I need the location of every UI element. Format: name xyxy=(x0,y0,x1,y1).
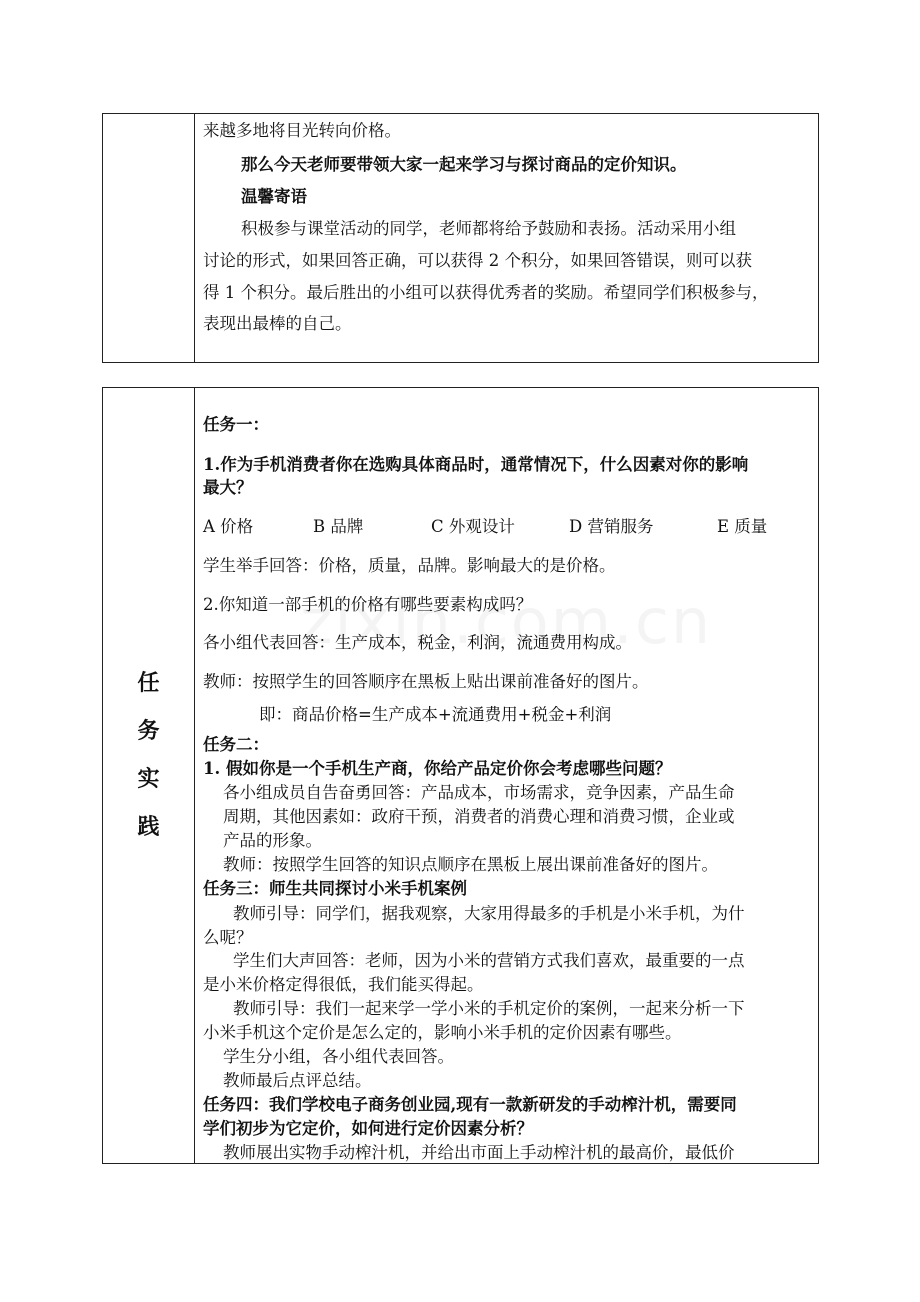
option-c: C 外观设计 xyxy=(431,517,515,536)
label-char-3: 实 xyxy=(137,766,160,792)
task2-q1: 1. 假如你是一个手机生产商，你给产品定价你会考虑哪些问题？ xyxy=(203,759,672,778)
task1-q1-line2: 最大？ xyxy=(203,478,253,497)
label-char-1: 任 xyxy=(137,670,160,696)
intro-line-5: 讨论的形式，如果回答正确，可以获得 2 个积分，如果回答错误，则可以获 xyxy=(203,251,752,270)
task1-q1-line1: 1.作为手机消费者你在选购具体商品时，通常情况下，什么因素对你的影响 xyxy=(203,455,749,474)
task3-line7: 学生分小组，各小组代表回答。 xyxy=(223,1047,454,1066)
label-char-2: 务 xyxy=(137,718,160,744)
task3-line4: 是小米价格定得很低，我们能买得起。 xyxy=(203,975,484,994)
option-b: B 品牌 xyxy=(313,517,364,536)
task3-line6: 小米手机这个定价是怎么定的，影响小米手机的定价因素有哪些。 xyxy=(203,1023,682,1042)
task-practice-table xyxy=(102,387,819,1164)
intro-line-1: 来越多地将目光转向价格。 xyxy=(203,121,401,140)
intro-line-4: 积极参与课堂活动的同学，老师都将给予鼓励和表扬。活动采用小组 xyxy=(241,219,736,238)
task1-q2: 2.你知道一部手机的价格有哪些要素构成吗？ xyxy=(203,595,533,614)
intro-content-cell xyxy=(195,114,818,362)
option-e: E 质量 xyxy=(717,517,768,536)
task1-formula: 即：商品价格=生产成本+流通费用+税金+利润 xyxy=(259,705,612,724)
task3-line3: 学生们大声回答：老师，因为小米的营销方式我们喜欢，最重要的一点 xyxy=(233,951,745,970)
task3-line5: 教师引导：我们一起来学一学小米的手机定价的案例，一起来分析一下 xyxy=(233,999,745,1018)
intro-label-cell xyxy=(103,114,195,362)
intro-line-2: 那么今天老师要带领大家一起来学习与探讨商品的定价知识。 xyxy=(241,155,687,174)
task2-title: 任务二： xyxy=(203,735,269,754)
task3-line1: 教师引导：同学们，据我观察，大家用得最多的手机是小米手机，为什 xyxy=(233,904,745,923)
label-char-4: 践 xyxy=(137,814,160,840)
task2-answer-line2: 周期，其他因素如：政府干预，消费者的消费心理和消费习惯，企业或 xyxy=(223,807,735,826)
task3-title: 任务三：师生共同探讨小米手机案例 xyxy=(203,879,467,898)
task4-line1: 教师展出实物手动榨汁机，并给出市面上手动榨汁机的最高价，最低价 xyxy=(223,1143,735,1162)
intro-line-6: 得 1 个积分。最后胜出的小组可以获得优秀者的奖励。希望同学们积极参与， xyxy=(203,283,769,302)
option-d: D 营销服务 xyxy=(569,517,654,536)
task1-title: 任务一： xyxy=(203,415,269,434)
task4-title-line1: 任务四：我们学校电子商务创业园,现有一款新研发的手动榨汁机，需要同 xyxy=(203,1095,737,1114)
task1-answer2: 各小组代表回答：生产成本，税金，利润，流通费用构成。 xyxy=(203,633,632,652)
task3-line2: 么呢？ xyxy=(203,928,253,947)
task2-answer-line3: 产品的形象。 xyxy=(223,831,322,850)
task2-answer-line1: 各小组成员自告奋勇回答：产品成本，市场需求，竞争因素，产品生命 xyxy=(223,783,735,802)
intro-line-7: 表现出最棒的自己。 xyxy=(203,314,352,333)
task-label-cell xyxy=(103,388,195,1163)
task-content-cell xyxy=(195,388,818,1163)
task2-teacher: 教师：按照学生回答的知识点顺序在黑板上展出课前准备好的图片。 xyxy=(223,855,718,874)
task3-line8: 教师最后点评总结。 xyxy=(223,1071,372,1090)
intro-heading-tips: 温馨寄语 xyxy=(241,187,307,206)
intro-table xyxy=(102,113,819,363)
option-a: A 价格 xyxy=(203,517,254,536)
task1-teacher: 教师：按照学生的回答顺序在黑板上贴出课前准备好的图片。 xyxy=(203,672,649,691)
task1-answer1: 学生举手回答：价格，质量，品牌。影响最大的是价格。 xyxy=(203,556,616,575)
task4-title-line2: 学们初步为它定价，如何进行定价因素分析？ xyxy=(203,1119,533,1138)
